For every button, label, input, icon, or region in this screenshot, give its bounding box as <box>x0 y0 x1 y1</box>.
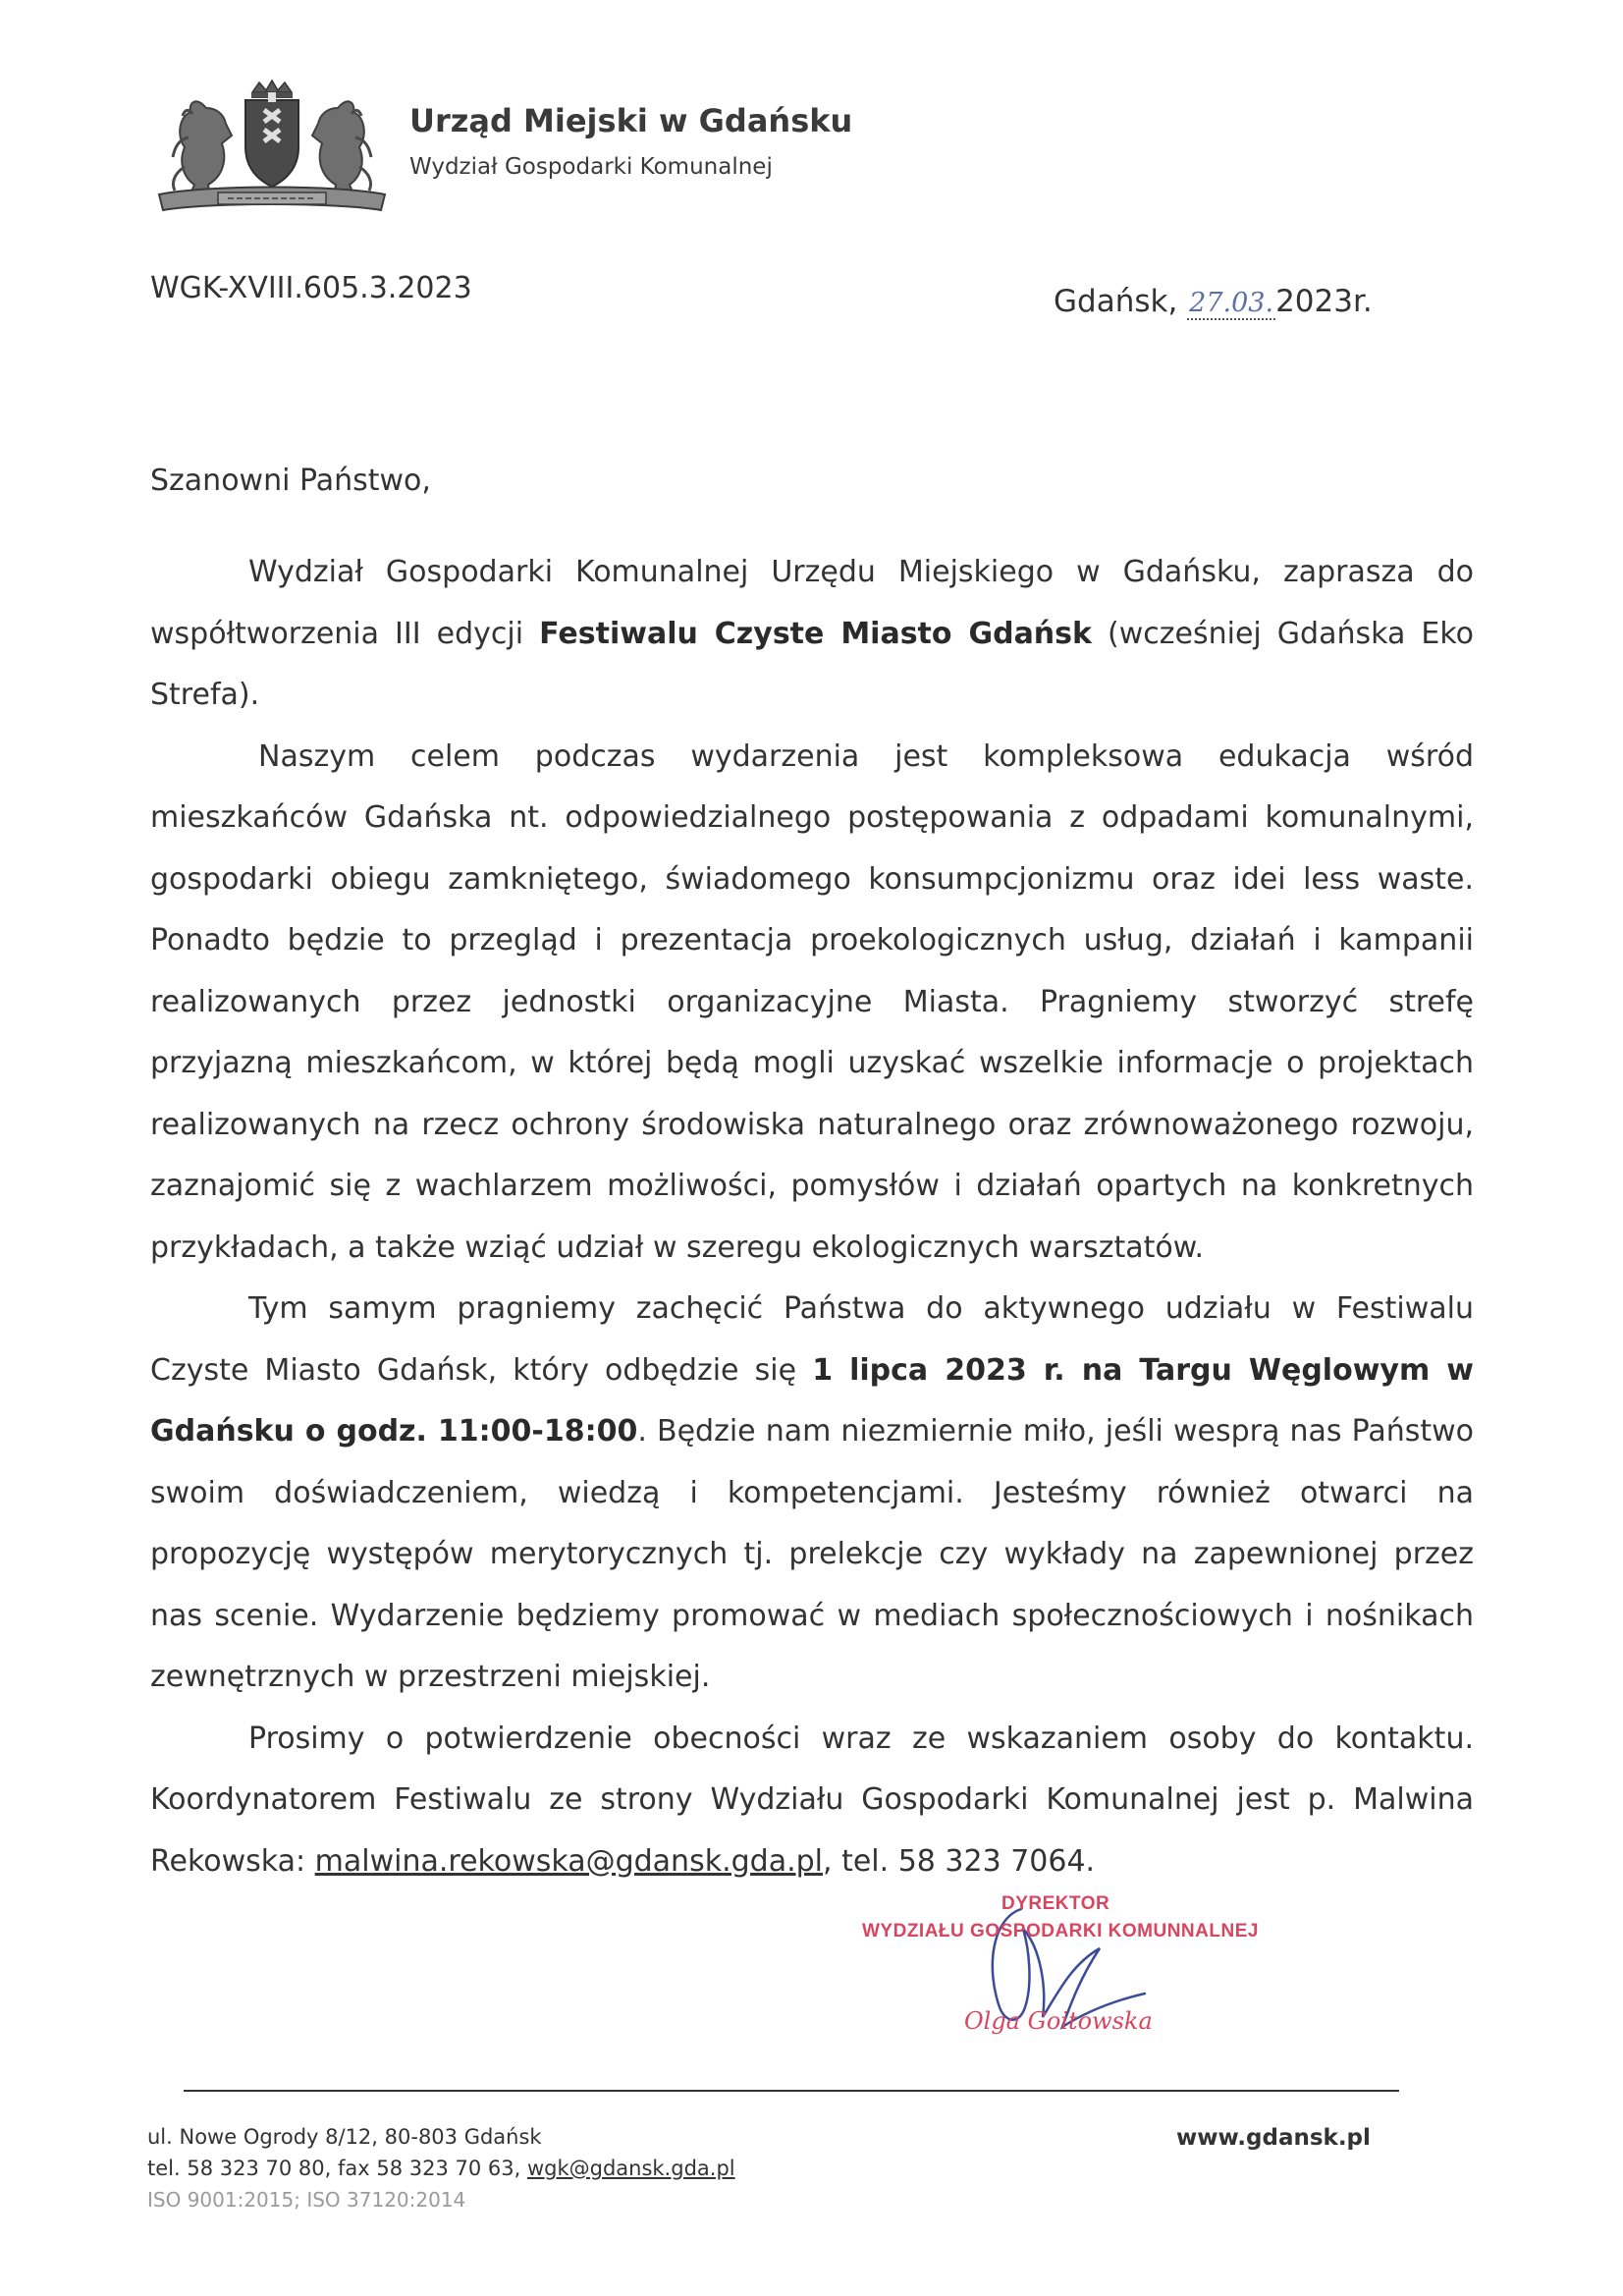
director-stamp <box>854 1889 1306 2047</box>
festival-name: Festiwalu Czyste Miasto Gdańsk <box>539 616 1092 651</box>
letter-body <box>150 542 1474 1892</box>
salutation: Szanowni Państwo, <box>150 464 431 498</box>
footer-address: ul. Nowe Ogrody 8/12, 80-803 Gdańsk <box>147 2125 542 2149</box>
footer-phone-fax: tel. 58 323 70 80, fax 58 323 70 63, <box>147 2157 527 2180</box>
footer-contact <box>147 2157 735 2180</box>
footer-website-link[interactable]: www.gdansk.pl <box>1176 2125 1371 2151</box>
stamp-signatory-name: Olga Goitowska <box>964 2007 1153 2035</box>
paragraph-4-text: Prosimy o potwierdzenie obecności wraz ze wskazaniem osoby do kontaktu. Koordynatorem Festiwalu ze strony Wydziału Gospodarki Komunalnej jest p. Malwina Rekowska: <box>150 1721 1474 1879</box>
date-prefix: Gdańsk, <box>1054 284 1178 319</box>
coordinator-email-link[interactable]: malwina.rekowska@gdansk.gda.pl <box>314 1843 823 1879</box>
stamp-title: DYREKTOR <box>1001 1893 1110 1914</box>
footer-email-link[interactable]: wgk@gdansk.gda.pl <box>526 2157 735 2180</box>
coordinator-phone: , tel. 58 323 7064. <box>823 1843 1096 1879</box>
paragraph-1-text: Wydział Gospodarki Komunalnej Urzędu Miejskiego w Gdańsku, zaprasza do współtworzenia III edycji <box>150 555 1474 651</box>
event-date-location: 1 lipca 2023 r. na Targu Węglowym w Gdańsku o godz. 11:00-18:00 <box>150 1352 1474 1449</box>
paragraph-3 <box>150 1279 1474 1709</box>
paragraph-2: Naszym celem podczas wydarzenia jest kompleksowa edukacja wśród mieszkańców Gdańska nt. odpowiedzialnego postępowania z odpadami komunalnymi, gospodarki obiegu zamkniętego, świadomego konsumpcjonizmu oraz idei less waste. Ponadto będzie to przegląd i prezentacja proekologicznych usług, działań i kampanii realizowanych przez jednostki organizacyjne Miasta. Pragniemy stworzyć strefę przyjazną mieszkańcom, w której będą mogli uzyskać wszelkie informacje o projektach realizowanych na rzecz ochrony środowiska naturalnego oraz zrównoważonego rozwoju, zaznajomić się z wachlarzem możliwości, pomysłów i działań opartych na konkretnych przykładach, a także wziąć udział w szeregu ekologicznych warsztatów. <box>150 738 1474 1265</box>
date-handwritten: 27.03. <box>1189 288 1274 318</box>
paragraph-3-text: Tym samym pragniemy zachęcić Państwa do aktywnego udziału w Festiwalu Czyste Miasto Gdańsk, który odbędzie się <box>150 1291 1474 1388</box>
paragraph-3-text-end: . Będzie nam niezmiernie miło, jeśli wesprą nas Państwo swoim doświadczeniem, wiedzą i kompetencjami. Jesteśmy również otwarci na propozycję występów merytorycznych tj. prelekcje czy wykłady na zapewnionej przez nas scenie. Wydarzenie będziemy promować w mediach społecznościowych i nośnikach zewnętrznych w przestrzeni miejskiej. <box>150 1414 1474 1694</box>
coat-of-arms-logo <box>149 79 395 212</box>
footer-divider <box>184 2090 1399 2092</box>
organization-name: Urząd Miejski w Gdańsku <box>409 102 853 139</box>
reference-number: WGK-XVIII.605.3.2023 <box>150 271 472 305</box>
footer-iso-certification: ISO 9001:2015; ISO 37120:2014 <box>147 2188 466 2212</box>
paragraph-4 <box>150 1709 1474 1893</box>
paragraph-1-text-end: (wcześniej Gdańska Eko Strefa). <box>150 616 1474 712</box>
department-name: Wydział Gospodarki Komunalnej <box>409 154 773 180</box>
letter-date <box>1054 284 1373 319</box>
stamp-department: WYDZIAŁU GOSPODARKI KOMUNNALNEJ <box>862 1921 1259 1941</box>
paragraph-1 <box>150 542 1474 727</box>
date-suffix: 2023r. <box>1275 284 1373 319</box>
